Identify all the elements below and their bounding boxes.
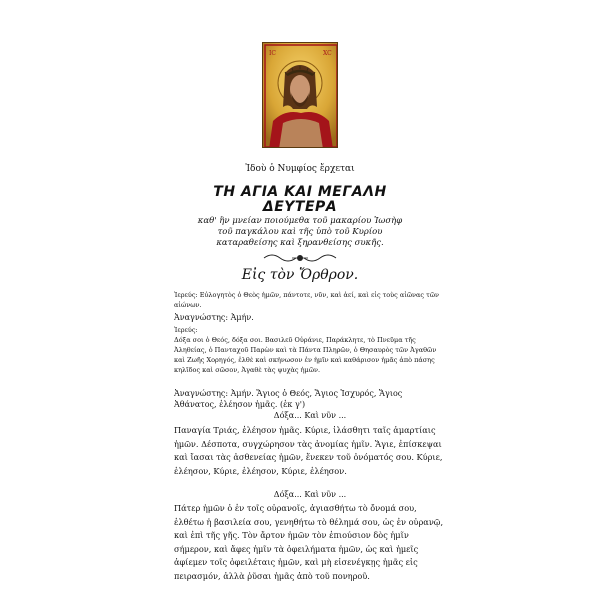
ornament-divider-icon: [262, 250, 338, 266]
bridegroom-icon: [263, 43, 338, 148]
subtitle-line-2: τοῦ παγκάλου καὶ τῆς ὑπὸ τοῦ Κυρίου: [217, 227, 383, 237]
body-paragraph-priest-label: Ἱερεύς:: [174, 326, 198, 334]
svg-text:XC: XC: [323, 50, 332, 57]
section-title: Εἰς τὸν Ὄρθρον.: [241, 267, 359, 283]
icon-caption: Ἰδοὺ ὁ Νυμφίος ἔρχεται: [245, 164, 355, 174]
body-paragraph-heavenly-king: Δόξα σοι ὁ Θεός, δόξα σοι. Βασιλεῦ Οὐράνιε, Παράκλητε, τὸ Πνεῦμα τῆς Ἀληθείας, ὁ Πανταχοῦ Παρὼν καὶ τὰ Πάντα Πληρῶν, ὁ Θησαυρὸς τῶν Ἀγαθῶν καὶ Ζωῆς Χορηγός, ἐλθὲ καὶ σκήνωσον ἐν ἡμῖν καὶ καθάρισον ἡμᾶς ἀπὸ πάσης κηλῖδος καὶ σῶσον, Ἀγαθὲ τὰς ψυχὰς ἡμῶν.: [174, 336, 437, 374]
svg-text:IC: IC: [269, 50, 276, 57]
christ-icon-image: [262, 42, 338, 148]
subtitle-line-3: καταραθείσης καὶ ξηρανθείσης συκῆς.: [216, 238, 384, 248]
body-paragraph-lords-prayer: Πάτερ ἡμῶν ὁ ἐν τοῖς οὐρανοῖς, ἁγιασθήτω τὸ ὄνομά σου, ἐλθέτω ἡ βασιλεία σου, γενηθήτω τὸ θέλημά σου, ὡς ἐν οὐρανῷ, καὶ ἐπὶ τῆς γῆς. Τὸν ἄρτον ἡμῶν τὸν ἐπιούσιον δὸς ἡμῖν σήμερον, καὶ ἄφες ἡμῖν τὰ ὀφειλήματα ἡμῶν, ὡς καὶ ἡμεῖς ἀφίεμεν τοῖς ὀφειλέταις ἡμῶν, καὶ μὴ εἰσενέγκῃς ἡμᾶς εἰς πειρασμόν, ἀλλὰ ῥῦσαι ἡμᾶς ἀπὸ τοῦ πονηροῦ.: [174, 503, 444, 581]
page-title-line-2: ΔΕΥΤΕΡΑ: [262, 199, 338, 215]
body-line-glory-2: Δόξα... Καὶ νῦν ...: [273, 490, 347, 499]
body-line-glory-1: Δόξα... Καὶ νῦν ...: [273, 411, 347, 420]
body-paragraph-priest-blessing: Ἱερεύς: Εὐλογητὸς ὁ Θεὸς ἡμῶν, πάντοτε, νῦν, καὶ ἀεί, καὶ εἰς τοὺς αἰῶνας τῶν αἰώνων.: [174, 291, 439, 309]
body-paragraph-reader-amen: Ἀναγνώστης: Ἀμήν.: [174, 313, 254, 322]
subtitle-line-1: καθ' ἣν μνείαν ποιούμεθα τοῦ μακαρίου Ἰωσὴφ: [197, 216, 403, 226]
body-paragraph-holy-trinity: Παναγία Τριάς, ἐλέησον ἡμᾶς. Κύριε, ἱλάσθητι ταῖς ἁμαρτίαις ἡμῶν. Δέσποτα, συγχώρησον τὰς ἀνομίας ἡμῖν. Ἅγιε, ἐπίσκεψαι καὶ ἴασαι τὰς ἀσθενείας ἡμῶν, ἕνεκεν τοῦ ὀνόματός σου. Κύριε, ἐλέησον, Κύριε, ἐλέησον, Κύριε, ἐλέησον.: [174, 425, 443, 476]
body-paragraph-trisagion: Ἀναγνώστης: Ἀμήν. Ἅγιος ὁ Θεός, Ἅγιος Ἰσχυρός, Ἅγιος Ἀθάνατος, ἐλέησον ἡμᾶς. (ἐκ γ'): [174, 389, 403, 409]
page-title-line-1: ΤΗ ΑΓΙΑ ΚΑΙ ΜΕΓΑΛΗ: [213, 184, 387, 200]
